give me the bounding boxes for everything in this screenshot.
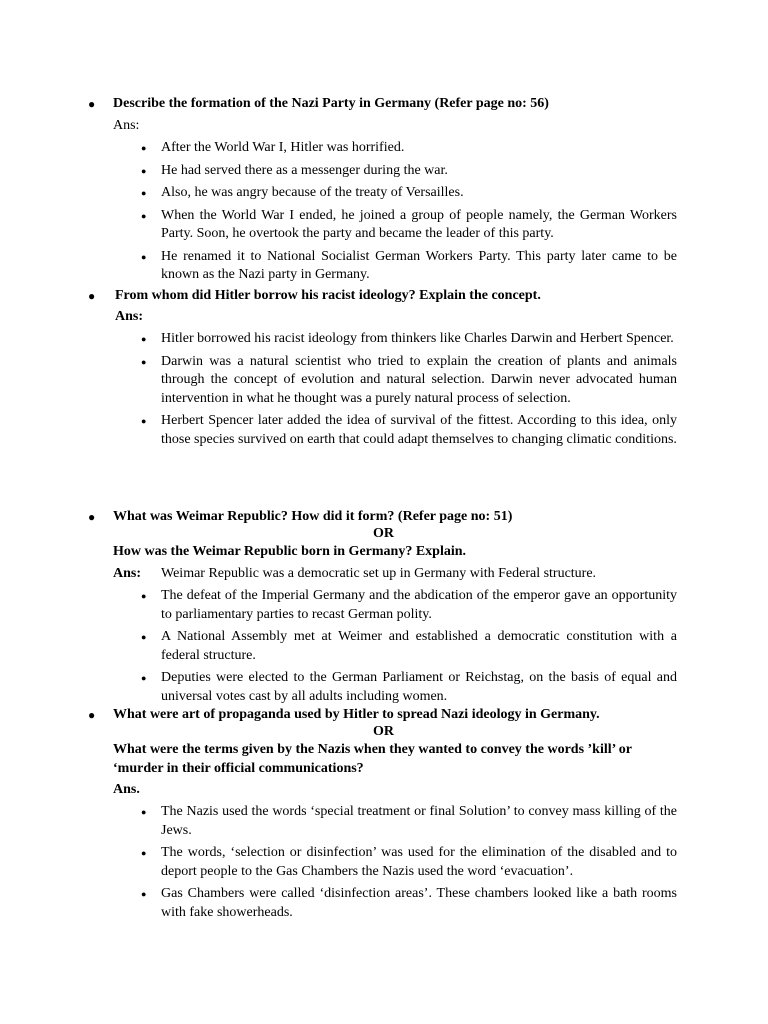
answer-label: Ans:	[113, 118, 140, 133]
answer-item: ● The Nazis used the words ‘special treatment or final Solution’ to convey mass killing of the Jews.	[0, 803, 677, 840]
answer-item: ● After the World War I, Hitler was horrified.	[0, 139, 677, 158]
or-separator: OR	[373, 526, 394, 541]
answer-item: ● Darwin was a natural scientist who tried to explain the creation of plants and animals through the concept of evolution and natural selection. Darwin never advocated human intervention in what he thought was a purely natural process of selection.	[0, 353, 677, 409]
question-bullet: ●	[88, 289, 96, 303]
answer-list	[0, 139, 768, 289]
answer-item: ● He had served there as a messenger during the war.	[0, 162, 677, 181]
question-text: What were art of propaganda used by Hitler to spread Nazi ideology in Germany.	[113, 707, 600, 722]
answer-intro: Weimar Republic was a democratic set up in Germany with Federal structure.	[161, 566, 597, 581]
answer-item: ● He renamed it to National Socialist German Workers Party. This party later came to be known as the Nazi party in Germany.	[0, 248, 677, 285]
answer-list	[0, 587, 768, 710]
answer-item: ● Gas Chambers were called ‘disinfection areas’. These chambers looked like a bath rooms with fake showerheads.	[0, 885, 677, 922]
question-bullet: ●	[88, 510, 96, 524]
alt-question-text: What were the terms given by the Nazis when they wanted to convey the words ’kill’ or ‘murder in their official communications?	[113, 742, 632, 776]
answer-item: ● Deputies were elected to the German Parliament or Reichstag, on the basis of equal and universal votes cast by all adults including women.	[0, 669, 677, 706]
answer-list	[0, 330, 768, 453]
answer-list	[0, 803, 768, 926]
alt-question-text: How was the Weimar Republic born in Germany? Explain.	[113, 544, 467, 559]
answer-item: ● Also, he was angry because of the treaty of Versailles.	[0, 184, 677, 203]
answer-label: Ans:	[113, 566, 142, 581]
question-text: Describe the formation of the Nazi Party in Germany (Refer page no: 56)	[113, 96, 549, 111]
answer-item: ● Herbert Spencer later added the idea of survival of the fittest. According to this idea, only those species survived on earth that could adapt themselves to changing climatic conditions.	[0, 412, 677, 449]
answer-item: ● Hitler borrowed his racist ideology from thinkers like Charles Darwin and Herbert Spencer.	[0, 330, 677, 349]
answer-label: Ans:	[115, 309, 144, 324]
answer-item: ● The defeat of the Imperial Germany and the abdication of the emperor gave an opportunity to parliamentary parties to recast German polity.	[0, 587, 677, 624]
answer-item: ● A National Assembly met at Weimer and established a democratic constitution with a federal structure.	[0, 628, 677, 665]
answer-label: Ans.	[113, 782, 140, 797]
or-separator: OR	[373, 724, 394, 739]
question-text: What was Weimar Republic? How did it form? (Refer page no: 51)	[113, 509, 513, 524]
question-text: From whom did Hitler borrow his racist ideology? Explain the concept.	[115, 288, 541, 303]
answer-item: ● The words, ‘selection or disinfection’ was used for the elimination of the disabled and to deport people to the Gas Chambers the Nazis used the word ‘evacuation’.	[0, 844, 677, 881]
answer-item: ● When the World War I ended, he joined a group of people namely, the German Workers Party. Soon, he overtook the party and became the leader of this party.	[0, 207, 677, 244]
question-bullet: ●	[88, 708, 96, 722]
question-bullet: ●	[88, 97, 96, 111]
